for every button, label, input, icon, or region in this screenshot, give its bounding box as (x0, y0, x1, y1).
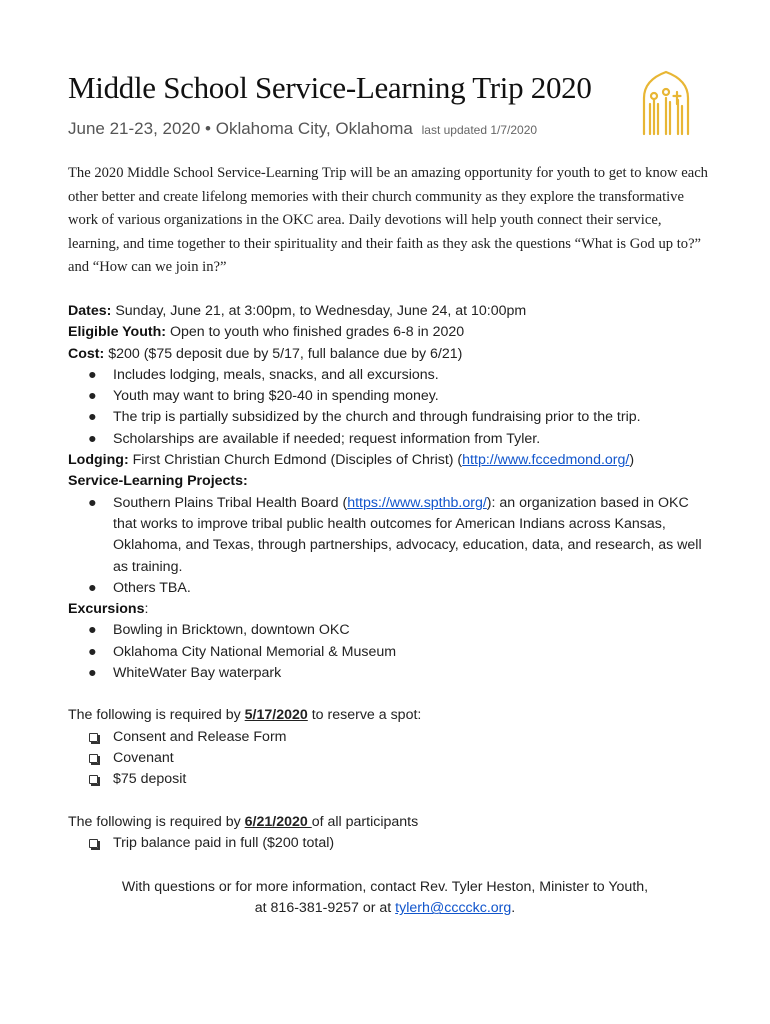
list-item-text: Oklahoma City National Memorial & Museum (113, 643, 397, 660)
contact-line-1: With questions or for more information, contact Rev. Tyler Heston, Minister to Youth, (121, 879, 649, 895)
checklist-item (68, 833, 708, 854)
checklist-item-text: Consent and Release Form (113, 728, 287, 745)
requirement-text: The following is required by (68, 813, 245, 830)
spacer (68, 791, 708, 812)
list-item (68, 642, 708, 663)
contact-info (68, 877, 702, 920)
spacer (68, 684, 708, 705)
checklist-item (68, 727, 708, 748)
bullet-icon: ● (88, 430, 97, 447)
requirement-heading-2 (68, 812, 708, 833)
lodging-close: ) (629, 452, 635, 469)
requirement-text: The following is required by (68, 707, 245, 724)
checklist-item-text: Covenant (113, 749, 174, 766)
eligible-value: Open to youth who finished grades 6-8 in 2020 (166, 324, 465, 341)
checkbox-icon (89, 775, 98, 784)
excursions-list (68, 620, 708, 684)
lodging-link[interactable]: http://www.fccedmond.org/ (462, 452, 630, 469)
email-link[interactable]: tylerh@cccckc.org (395, 900, 512, 917)
contact-text: . (511, 900, 516, 917)
list-item-text: The trip is partially subsidized by the church and through fundraising prior to the trip. (113, 409, 641, 426)
requirement-text: to reserve a spot: (307, 707, 422, 724)
trip-details (68, 301, 708, 854)
page-subtitle (68, 119, 537, 139)
requirement-text: of all participants (311, 813, 419, 830)
excursions-colon: : (144, 601, 149, 618)
dates-line (68, 301, 708, 322)
lodging-line (68, 450, 708, 471)
list-item (68, 386, 708, 407)
page-title: Middle School Service-Learning Trip 2020 (68, 70, 592, 105)
list-item (68, 493, 708, 578)
list-item (68, 578, 708, 599)
list-item-text: Youth may want to bring $20-40 in spending money. (113, 388, 439, 405)
dates-value: Sunday, June 21, at 3:00pm, to Wednesday, June 24, at 10:00pm (111, 303, 527, 319)
bullet-icon: ● (88, 665, 97, 682)
checkbox-icon (89, 733, 98, 742)
bullet-icon: ● (88, 409, 97, 426)
lodging-label: Lodging: (68, 452, 129, 469)
dates-label: Dates: (68, 303, 112, 319)
list-item-text: Includes lodging, meals, snacks, and all excursions. (113, 366, 439, 383)
project-name: Southern Plains Tribal Health Board ( (113, 494, 348, 511)
contact-line-2 (68, 898, 702, 919)
excursions-label: Excursions (68, 601, 145, 618)
cost-list (68, 365, 708, 450)
trip-dates-location: June 21-23, 2020 • Oklahoma City, Oklahoma (68, 119, 413, 138)
last-updated: last updated 1/7/2020 (421, 123, 538, 137)
cost-line (68, 344, 708, 365)
requirements-checklist-2 (68, 833, 708, 854)
list-item-text: WhiteWater Bay waterpark (113, 665, 282, 682)
contact-text: at 816-381-9257 or at (254, 900, 396, 917)
eligible-line (68, 322, 708, 343)
list-item-text: Bowling in Bricktown, downtown OKC (113, 622, 350, 639)
projects-label: Service-Learning Projects: (68, 473, 248, 490)
cost-value: $200 ($75 deposit due by 5/17, full balance due by 6/21) (104, 345, 463, 362)
project-link[interactable]: https://www.spthb.org/ (347, 494, 487, 511)
projects-list (68, 493, 708, 599)
excursions-heading (68, 599, 708, 620)
bullet-icon: ● (88, 622, 97, 639)
list-item (68, 429, 708, 450)
checklist-item-text: $75 deposit (113, 771, 187, 788)
lodging-value: First Christian Church Edmond (Disciples of Christ) ( (128, 452, 463, 469)
list-item (68, 407, 708, 428)
checklist-item (68, 748, 708, 769)
list-item (68, 663, 708, 684)
bullet-icon: ● (88, 579, 97, 596)
eligible-label: Eligible Youth: (68, 324, 166, 341)
checklist-item-text: Trip balance paid in full ($200 total) (113, 834, 335, 851)
requirement-heading-1 (68, 705, 708, 726)
project-description: ): an organization based in OKC that works to improve tribal public health outcomes for American Indians across Kansas, Oklahoma, and Texas, through partnerships, advocacy, education, data, and research, as well as training. (113, 494, 702, 575)
requirements-checklist-1 (68, 727, 708, 791)
list-item-text: Scholarships are available if needed; request information from Tyler. (113, 430, 541, 447)
bullet-icon: ● (88, 494, 97, 511)
list-item-text: Others TBA. (113, 579, 191, 596)
requirement-date: 6/21/2020 (244, 813, 312, 830)
checklist-item (68, 769, 708, 790)
projects-heading (68, 471, 708, 492)
cost-label: Cost: (68, 345, 105, 362)
list-item (68, 620, 708, 641)
bullet-icon: ● (88, 388, 97, 405)
bullet-icon: ● (88, 643, 97, 660)
checkbox-icon (89, 839, 98, 848)
intro-paragraph: The 2020 Middle School Service-Learning Trip will be an amazing opportunity for youth to get to know each other better and create lifelong memories with their church community as they explore the transformative work of various organizations in the OKC area. Daily devotions will help youth connect their service, learning, and time together to their spirituality and their faith as they ask the questions “What is God up to?” and “How can we join in?” (68, 165, 708, 276)
bullet-icon: ● (88, 366, 97, 383)
requirement-date: 5/17/2020 (244, 707, 308, 724)
church-window-logo-icon (640, 70, 692, 136)
list-item (68, 365, 708, 386)
checkbox-icon (89, 754, 98, 763)
